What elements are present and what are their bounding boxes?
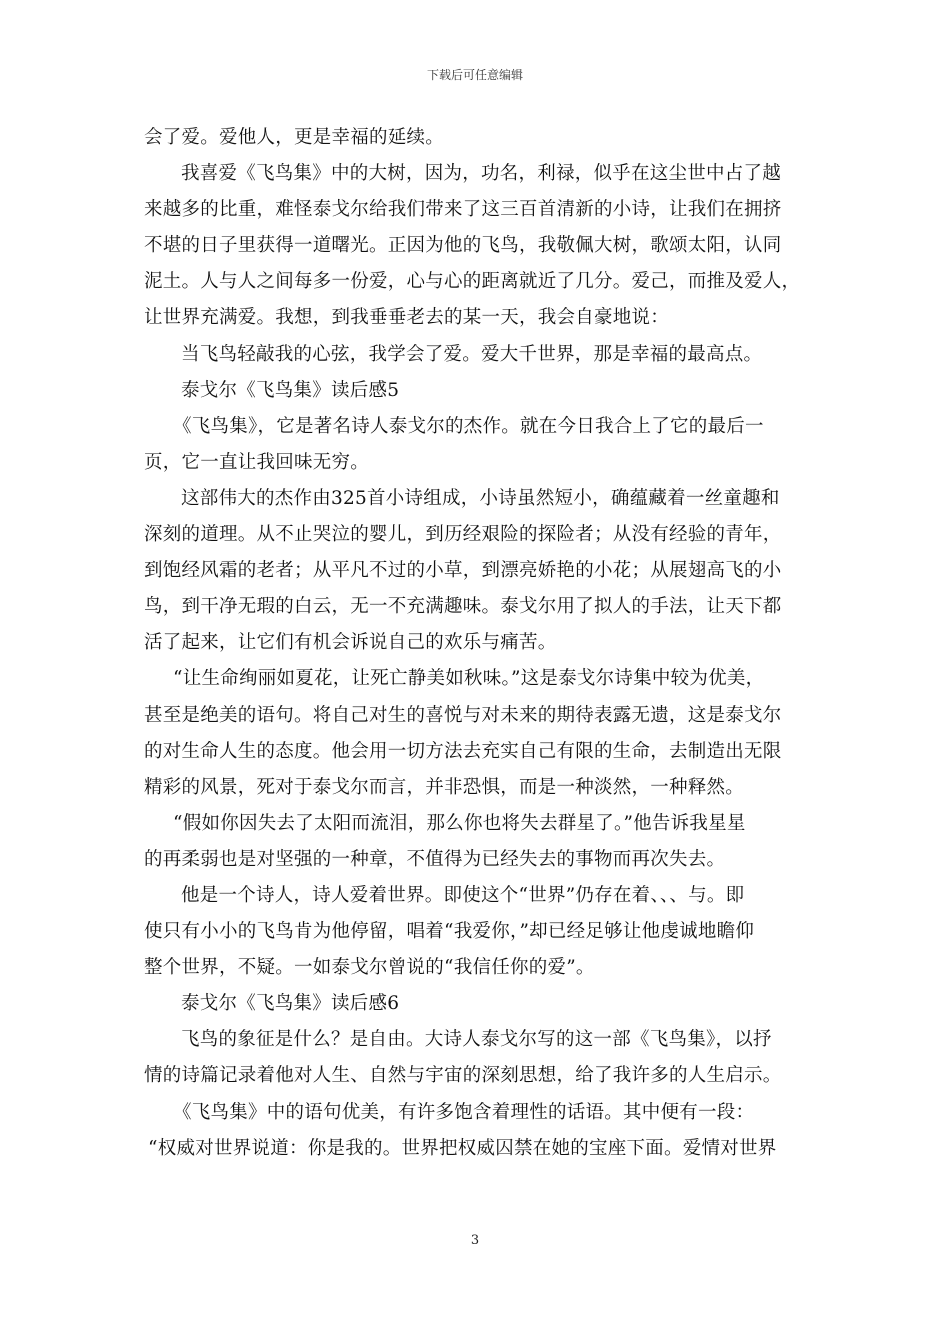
page-header: 下载后可任意编辑 — [426, 68, 523, 82]
body-line: 飞鸟的象征是什么？是自由。大诗人泰戈尔写的这一部《飞鸟集》，以抒 — [181, 1029, 772, 1051]
body-line: 使只有小小的飞鸟肯为他停留，唱着“我爱你，”却已经足够让他虔诚地瞻仰 — [144, 921, 755, 943]
body-line: 深刻的道理。从不止哭泣的婴儿，到历经艰险的探险者；从没有经验的青年， — [144, 524, 782, 546]
body-line: 《飞鸟集》，它是著名诗人泰戈尔的杰作。就在今日我合上了它的最后一 — [173, 415, 764, 437]
body-line: 我喜爱《飞鸟集》中的大树，因为，功名，利禄，似乎在这尘世中占了越 — [181, 163, 782, 185]
body-line: 情的诗篇记录着他对人生、自然与宇宙的深刻思想，给了我许多的人生启示。 — [144, 1065, 782, 1087]
body-line: 这部伟大的杰作由325首小诗组成，小诗虽然短小，确蕴藏着一丝童趣和 — [181, 487, 780, 509]
body-line: “让生命绚丽如夏花，让死亡静美如秋味。”这是泰戈尔诗集中较为优美， — [173, 668, 765, 690]
body-line: 页，它一直让我回味无穷。 — [144, 451, 370, 473]
body-line: 来越多的比重，难怪泰戈尔给我们带来了这三百首清新的小诗，让我们在拥挤 — [144, 199, 782, 221]
body-line: 泥土。人与人之间每多一份爱，心与心的距离就近了几分。爱己，而推及爱人， — [144, 271, 801, 293]
body-line: 精彩的风景，死对于泰戈尔而言，并非恐惧，而是一种淡然，一种释然。 — [144, 776, 745, 798]
section-heading: 泰戈尔《飞鸟集》读后感6 — [181, 993, 400, 1015]
body-line: 的对生命人生的态度。他会用一切方法去充实自己有限的生命，去制造出无限 — [144, 740, 782, 762]
body-line: 整个世界，不疑。一如泰戈尔曾说的“我信任你的爱”。 — [144, 957, 595, 979]
body-line: 当飞鸟轻敲我的心弦，我学会了爱。爱大千世界，那是幸福的最高点。 — [181, 343, 763, 365]
section-heading: 泰戈尔《飞鸟集》读后感5 — [181, 379, 400, 401]
body-line: 甚至是绝美的语句。将自己对生的喜悦与对未来的期待表露无遗，这是泰戈尔 — [144, 704, 782, 726]
body-line: 到饱经风霜的老者；从平凡不过的小草，到漂亮娇艳的小花；从展翅高飞的小 — [144, 560, 782, 582]
body-line: 他是一个诗人，诗人爱着世界。即使这个“世界”仍存在着、、、与。即 — [181, 884, 745, 906]
body-line: “权威对世界说道：你是我的。世界把权威囚禁在她的宝座下面。爱情对世界 — [148, 1137, 777, 1159]
body-line: 的再柔弱也是对坚强的一种章，不值得为已经失去的事物而再次失去。 — [144, 848, 726, 870]
body-line: 活了起来，让它们有机会诉说自己的欢乐与痛苦。 — [144, 632, 557, 654]
body-line: 《飞鸟集》中的语句优美，有许多饱含着理性的话语。其中便有一段： — [173, 1101, 755, 1123]
body-line: 鸟，到干净无瑕的白云，无一不充满趣味。泰戈尔用了拟人的手法，让天下都 — [144, 596, 782, 618]
body-line: 不堪的日子里获得一道曙光。正因为他的飞鸟，我敬佩大树，歌颂太阳，认同 — [144, 235, 782, 257]
body-line: “假如你因失去了太阳而流泪，那么你也将失去群星了。”他告诉我星星 — [173, 812, 746, 834]
body-line: 让世界充满爱。我想，到我垂垂老去的某一天，我会自豪地说： — [144, 307, 670, 329]
page-number: 3 — [470, 1233, 480, 1248]
document-body — [144, 120, 809, 1167]
body-line: 会了爱。爱他人，更是幸福的延续。 — [144, 127, 445, 148]
